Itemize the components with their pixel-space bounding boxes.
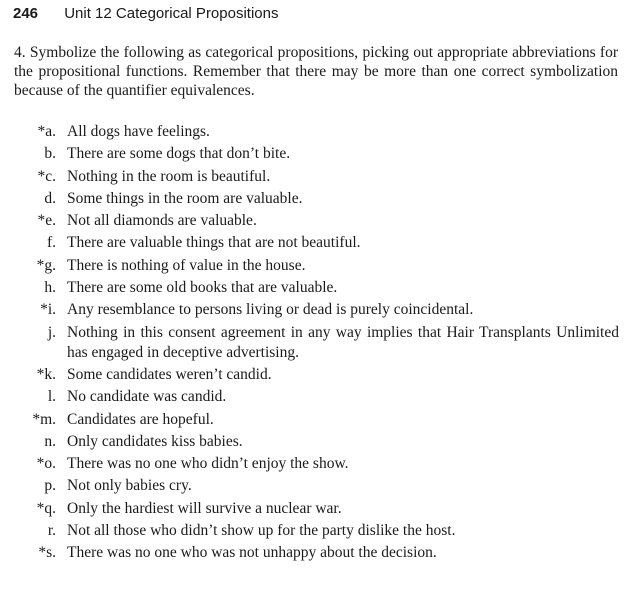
item-label: *s.: [38, 544, 56, 562]
item-text: Some things in the room are valuable.: [67, 189, 303, 207]
item-text: Nothing in this consent agreement in any way implies that Hair Transplants Unlimited has engaged in deceptive advertising.: [67, 323, 619, 361]
exercise-item: [0, 499, 632, 519]
item-label: n.: [44, 432, 56, 450]
item-label: *o.: [36, 455, 56, 473]
exercise-item: [0, 521, 632, 541]
exercise-item: [0, 233, 632, 253]
item-label: p.: [44, 477, 56, 495]
item-text: There are some dogs that don’t bite.: [67, 145, 291, 163]
page-number: 246: [13, 5, 39, 22]
item-label: *q.: [36, 499, 56, 517]
exercise-item: [0, 410, 632, 430]
item-label: *g.: [36, 256, 56, 274]
item-text: Nothing in the room is beautiful.: [67, 167, 271, 185]
exercise-item: [0, 189, 632, 209]
item-text: Only the hardiest will survive a nuclear war.: [67, 499, 342, 517]
unit-title: Unit 12 Categorical Propositions: [64, 5, 279, 22]
item-label: r.: [47, 522, 56, 540]
item-label: *a.: [37, 123, 56, 140]
exercise-item: [0, 543, 632, 563]
item-text: Only candidates kiss babies.: [67, 432, 243, 450]
item-label: d.: [44, 189, 56, 207]
item-text: There was no one who didn’t enjoy the show.: [67, 455, 349, 473]
item-label: l.: [47, 388, 56, 406]
item-label: *e.: [37, 212, 56, 230]
exercise-item: [0, 211, 632, 231]
exercise-item: [0, 122, 632, 142]
exercise-item: [0, 144, 632, 164]
exercise-item: [0, 300, 632, 320]
exercise-item: [0, 167, 632, 187]
exercise-item: [0, 432, 632, 452]
item-label: j.: [47, 323, 56, 341]
item-text: Not all diamonds are valuable.: [67, 212, 257, 230]
item-text: There was no one who was not unhappy about the decision.: [67, 544, 437, 562]
exercise-item: [0, 278, 632, 298]
item-text: There are some old books that are valuable.: [67, 279, 338, 297]
item-label: *i.: [40, 301, 56, 319]
item-text: All dogs have feelings.: [67, 123, 210, 140]
exercise-item: [0, 323, 632, 363]
item-text: Candidates are hopeful.: [67, 410, 214, 428]
item-text: Any resemblance to persons living or dead is purely coincidental.: [67, 301, 474, 319]
item-label: *k.: [36, 365, 56, 383]
exercise-item: [0, 256, 632, 276]
item-label: b.: [44, 145, 56, 163]
exercise-item: [0, 387, 632, 407]
item-text: Not all those who didn’t show up for the party dislike the host.: [67, 522, 456, 540]
item-text: There is nothing of value in the house.: [67, 256, 306, 274]
page-header: [13, 5, 278, 22]
item-label: *c.: [37, 167, 56, 185]
exercise-instructions: 4. Symbolize the following as categorical propositions, picking out appropriate abbreviations for the propositional functions. Remember that there may be more than one correct symbolization because of the quantifier equivalences.: [14, 44, 618, 99]
item-text: No candidate was candid.: [67, 388, 227, 406]
item-text: There are valuable things that are not beautiful.: [67, 234, 361, 252]
exercise-item: [0, 365, 632, 385]
item-text: Some candidates weren’t candid.: [67, 365, 272, 383]
item-label: h.: [44, 279, 56, 297]
exercise-item: [0, 476, 632, 496]
item-label: *m.: [32, 410, 56, 428]
item-text: Not only babies cry.: [67, 477, 192, 495]
exercise-item: [0, 454, 632, 474]
item-label: f.: [46, 234, 56, 252]
exercise-item-list: [0, 122, 632, 566]
